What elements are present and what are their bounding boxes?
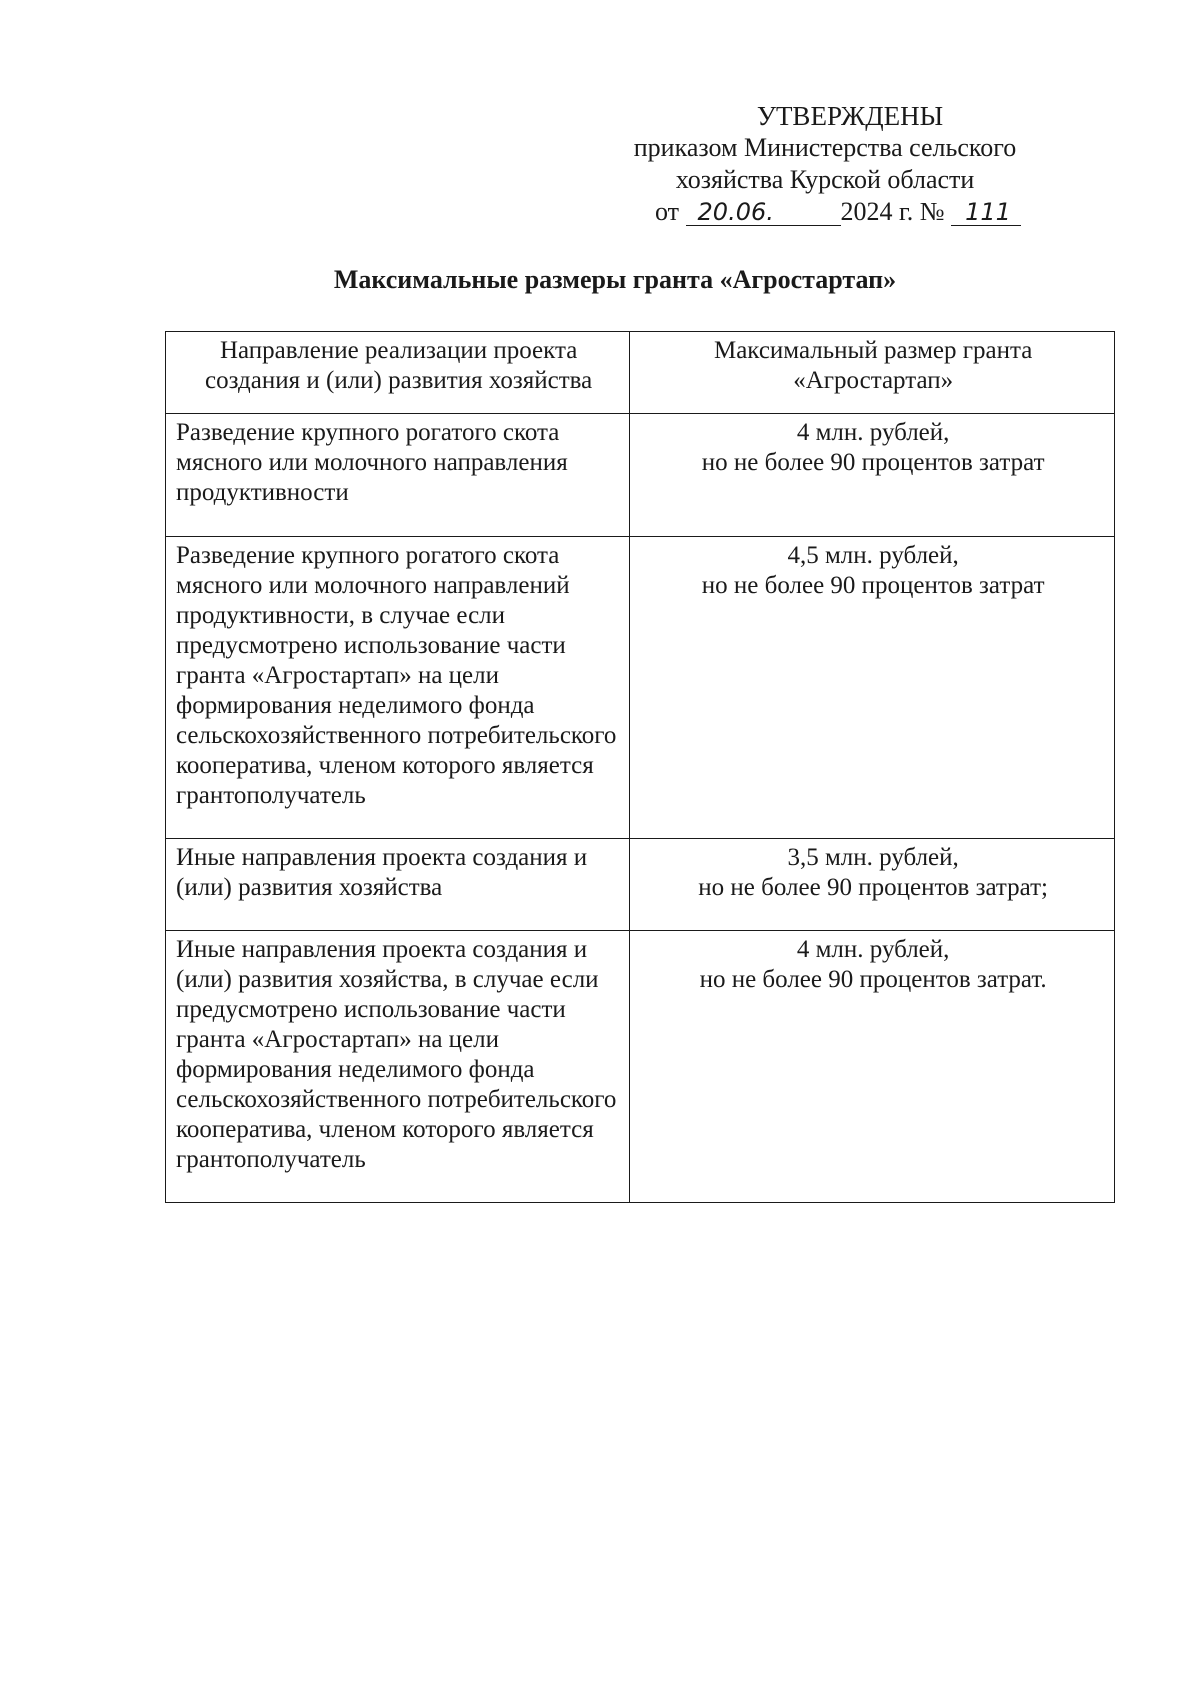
order-year-number-label: 2024 г. №: [840, 197, 945, 226]
row-grant-size: [630, 414, 1115, 537]
approval-line-2: хозяйства Курской области: [675, 165, 975, 194]
date-prefix: от: [655, 197, 680, 226]
row-direction: Иные направления проекта создания и (или) развития хозяйства: [166, 839, 630, 931]
row-direction: Иные направления проекта создания и (или) развития хозяйства, в случае если предусмотрено использование части гранта «Агростартап» на цели формирования неделимого фонда сельскохозяйственного потребительского кооператива, членом которого является грантополучатель: [166, 931, 630, 1203]
row-grant-size: [630, 537, 1115, 839]
grant-limit: но не более 90 процентов затрат: [701, 449, 1045, 476]
row-direction: Разведение крупного рогатого скота мясного или молочного направлений продуктивности, в случае если предусмотрено использование части гранта «Агростартап» на цели формирования неделимого фонда сельскохозяйственного потребительского кооператива, членом которого является грантополучатель: [166, 537, 630, 839]
handwritten-order-number: 111: [951, 199, 1021, 226]
grant-limit: но не более 90 процентов затрат: [701, 572, 1045, 599]
header-max-size: Максимальный размер гранта «Агростартап»: [630, 332, 1115, 414]
grant-limit: но не более 90 процентов затрат.: [699, 966, 1047, 993]
row-direction: Разведение крупного рогатого скота мясного или молочного направления продуктивности: [166, 414, 630, 537]
document-title: Максимальные размеры гранта «Агростартап»: [333, 265, 897, 294]
grant-amount: 4,5 млн. рублей,: [787, 542, 959, 569]
approval-stamp-block: [560, 100, 1090, 228]
header-direction: Направление реализации проекта создания и (или) развития хозяйства: [166, 332, 630, 414]
row-grant-size: [630, 931, 1115, 1203]
table-header-row: [166, 332, 1115, 414]
order-date-number-line: [560, 196, 1090, 228]
table-row: [166, 931, 1115, 1203]
approval-line-1: приказом Министерства сельского: [633, 133, 1017, 162]
handwritten-date: 20.06.: [686, 199, 841, 226]
grant-amount: 3,5 млн. рублей,: [787, 844, 959, 871]
grant-limit: но не более 90 процентов затрат;: [698, 874, 1048, 901]
table-row: [166, 839, 1115, 931]
table-row: [166, 537, 1115, 839]
grant-size-table: [165, 331, 1115, 1203]
grant-amount: 4 млн. рублей,: [796, 419, 950, 446]
table-row: [166, 414, 1115, 537]
grant-amount: 4 млн. рублей,: [796, 936, 950, 963]
approval-heading: УТВЕРЖДЕНЫ: [756, 101, 944, 131]
row-grant-size: [630, 839, 1115, 931]
